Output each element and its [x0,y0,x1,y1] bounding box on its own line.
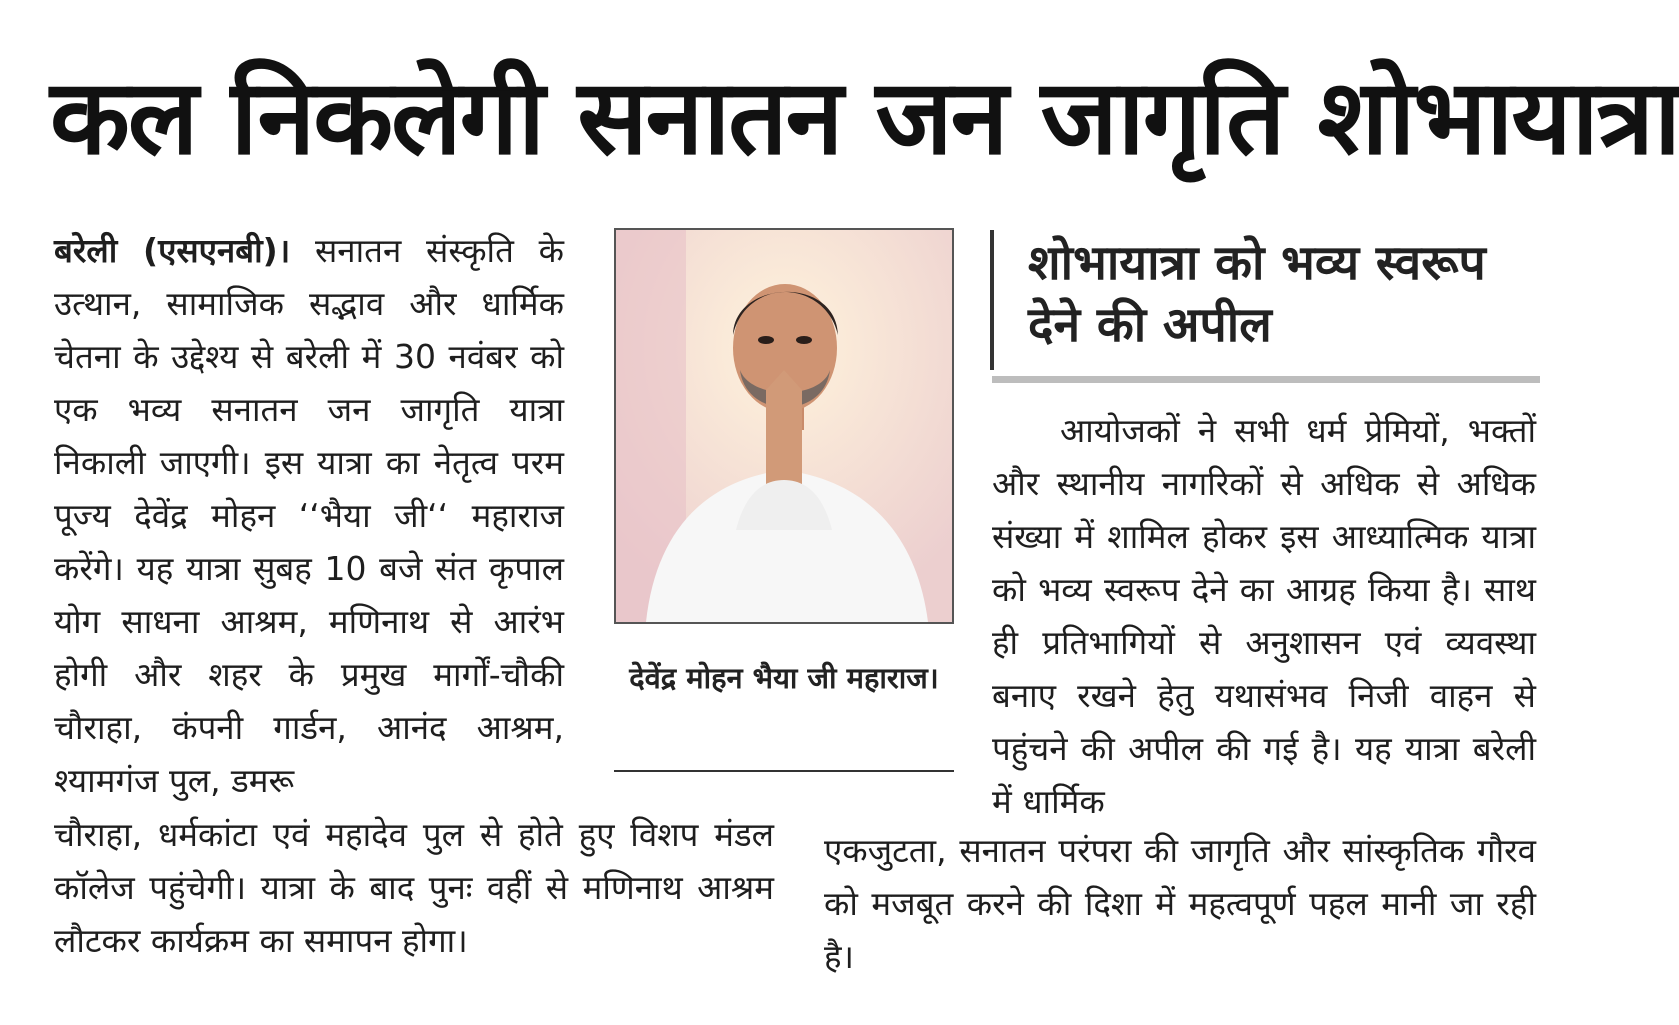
body-column-left [54,224,564,800]
body-column-left-continued: चौराहा, धर्मकांटा एवं महादेव पुल से होते हुए विशप मंडल कॉलेज पहुंचेगी। यात्रा के बाद पुनः वहीं से मणिनाथ आश्रम लौटकर कार्यक्रम का समापन होगा। [54,815,774,960]
dateline: बरेली (एसएनबी)। [54,231,291,270]
subheading: शोभायात्रा को भव्य स्वरूप देने की अपील [1028,235,1486,353]
caption-divider [614,770,954,772]
headline: कल निकलेगी सनातन जन जागृति शोभायात्रा [50,56,1679,178]
photo-caption: देवेंद्र मोहन भैया जी महाराज। [629,661,939,695]
subheading-divider [992,376,1540,383]
body-column-right-continued: एकजुटता, सनातन परंपरा की जागृति और सांस्कृतिक गौरव को मजबूत करने की दिशा में महत्वपूर्ण पहल मानी जा रही है। [824,831,1536,976]
portrait-photo [614,228,954,624]
portrait-illustration [616,230,952,622]
body-text-left-1: सनातन संस्कृति के उत्थान, सामाजिक सद्भाव और धार्मिक चेतना के उद्देश्य से बरेली में 30 नवंबर को एक भव्य सनातन जन जागृति यात्रा निकाली जाएगी। इस यात्रा का नेतृत्व परम पूज्य देवेंद्र मोहन ‘‘भैया जी‘‘ महाराज करेंगे। यह यात्रा सुबह 10 बजे संत कृपाल योग साधना आश्रम, मणिनाथ से आरंभ होगी और शहर के प्रमुख मार्गों-चौकी चौराहा, कंपनी गार्डन, आनंद आश्रम, श्यामगंज पुल, डमरू [54,231,564,800]
body-column-right: आयोजकों ने सभी धर्म प्रेमियों, भक्तों और स्थानीय नागरिकों से अधिक से अधिक संख्या में शामिल होकर इस आध्यात्मिक यात्रा को भव्य स्वरूप देने का आग्रह किया है। साथ ही प्रतिभागियों से अनुशासन एवं व्यवस्था बनाए रखने हेतु यथासंभव निजी वाहन से पहुंचने की अपील की गई है। यह यात्रा बरेली में धार्मिक [992,411,1536,821]
subheading-accent-bar [990,230,994,370]
